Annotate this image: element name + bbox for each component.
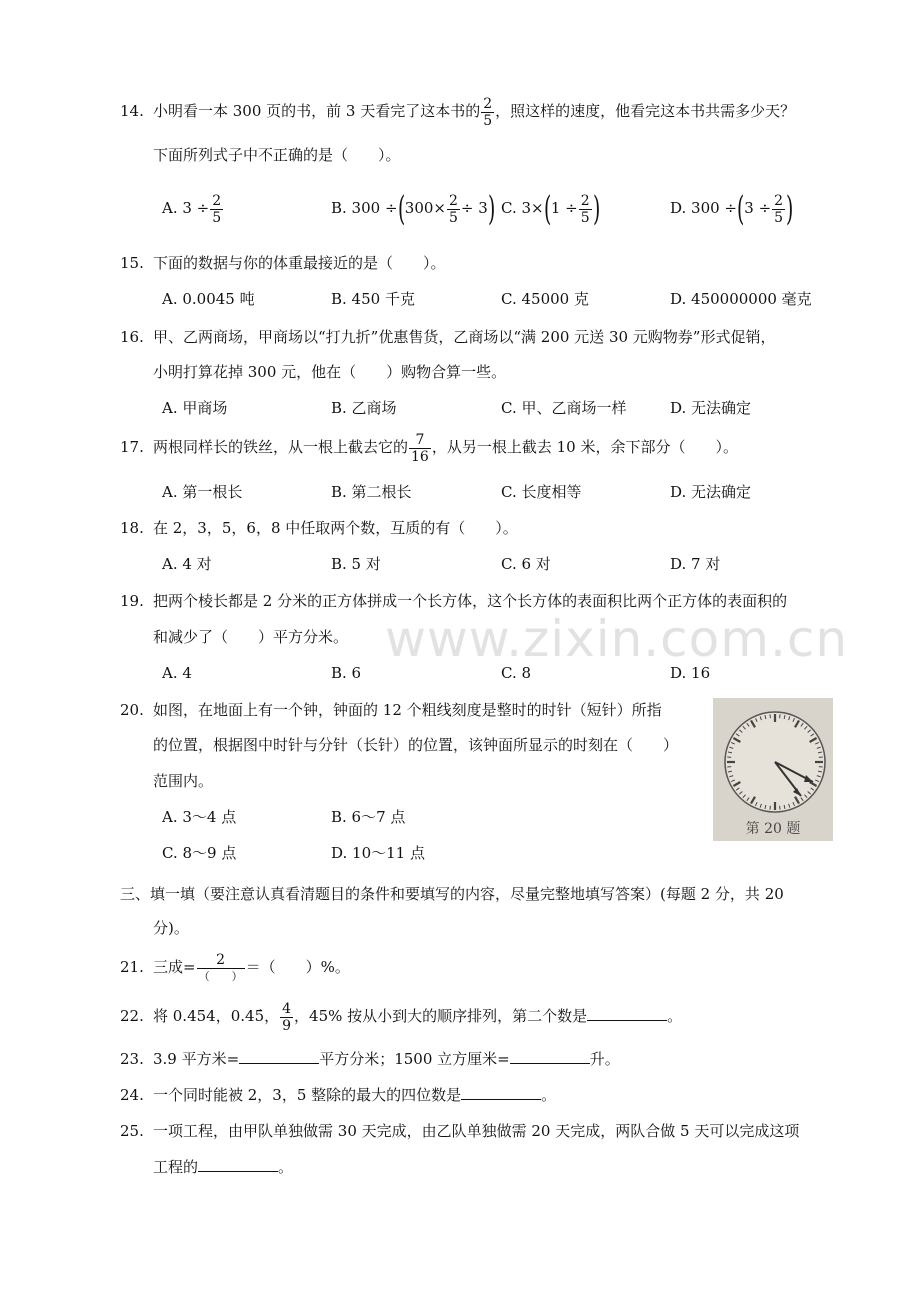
q19-option-d[interactable]: D. 16 — [670, 664, 711, 682]
q25-line1: 一项工程，由甲队单独做需 30 天完成，由乙队单独做需 20 天完成，两队合做 5 天可以完成这项 — [153, 1122, 800, 1140]
q22-line — [153, 996, 682, 1036]
q21-frac-num: 2 — [216, 951, 226, 968]
watermark: www.zixin.com.cn — [385, 610, 849, 668]
q14-option-d[interactable] — [670, 188, 793, 228]
q16-number: 16. — [120, 328, 144, 346]
figure-caption: 第 20 题 — [745, 821, 801, 837]
q14-option-b-frac — [447, 193, 460, 226]
q18-option-c[interactable]: C. 6 对 — [501, 555, 551, 573]
q24-text-b: 。 — [541, 1086, 557, 1104]
q25-text-b: 。 — [278, 1158, 294, 1176]
q20-line1: 如图，在地面上有一个钟，钟面的 12 个粗线刻度是整时的时针（短针）所指 — [153, 701, 662, 719]
q17-option-d[interactable]: D. 无法确定 — [670, 483, 752, 501]
left-paren: ( — [736, 189, 745, 229]
q16-option-c[interactable]: C. 甲、乙商场一样 — [501, 399, 627, 417]
q19-line1: 把两个棱长都是 2 分米的正方体拼成一个长方体，这个长方体的表面积比两个正方体的表面积的 — [153, 592, 788, 610]
q18-text: 在 2，3，5，6，8 中任取两个数，互质的有（ ）。 — [153, 519, 518, 537]
q14-line1 — [153, 92, 795, 130]
q20-line2: 的位置，根据图中时针与分针（长针）的位置，该钟面所显示的时刻在（ ） — [153, 736, 679, 754]
q15-option-b[interactable]: B. 450 千克 — [331, 290, 415, 308]
q14-option-b-text: B. 300 ÷ — [331, 199, 398, 217]
q18-option-a[interactable]: A. 4 对 — [162, 555, 212, 573]
q21-text-b: ＝（ ）%。 — [245, 958, 350, 976]
q22-frac-num: 4 — [282, 1000, 292, 1017]
q22-text-b: ，45% 按从小到大的顺序排列，第二个数是 — [294, 1007, 588, 1025]
q20-option-c[interactable]: C. 8～9 点 — [162, 844, 237, 862]
q14-option-c-den: 5 — [580, 209, 590, 226]
q17-text-b: ，从另一根上截去 10 米，余下部分（ ）。 — [431, 438, 738, 456]
q14-option-b[interactable] — [331, 188, 495, 228]
q19-line2: 和减少了（ ）平方分米。 — [153, 628, 349, 646]
q14-option-d-text: D. 300 ÷ — [670, 199, 737, 217]
q14-option-b-num: 2 — [449, 192, 458, 209]
q15-text: 下面的数据与你的体重最接近的是（ ）。 — [153, 254, 446, 272]
q15-number: 15. — [120, 254, 144, 272]
q20-option-b[interactable]: B. 6～7 点 — [331, 808, 406, 826]
left-paren: ( — [543, 189, 551, 229]
q22-fraction — [280, 1001, 293, 1034]
q14-option-b-inner: 300× — [404, 199, 446, 217]
q25-line2 — [153, 1157, 293, 1177]
q21-text-a: 三成= — [153, 958, 196, 976]
q14-option-b-den: 5 — [449, 209, 458, 226]
left-paren: ( — [397, 189, 405, 229]
q23-text-a: 3.9 平方米= — [153, 1050, 240, 1068]
q23-text-b: 平方分米；1500 立方厘米= — [319, 1050, 510, 1068]
section3-heading-line1: 三、填一填（要注意认真看清题目的条件和要填写的内容，尽量完整地填写答案）(每题 2 分，共 20 — [120, 885, 784, 903]
q16-option-a[interactable]: A. 甲商场 — [162, 399, 228, 417]
q20-number: 20. — [120, 701, 144, 719]
q15-option-a[interactable]: A. 0.0045 吨 — [162, 290, 255, 308]
q17-number: 17. — [120, 438, 144, 456]
q14-text-a: 小明看一本 300 页的书，前 3 天看完了这本书的 — [153, 102, 481, 120]
q17-option-b[interactable]: B. 第二根长 — [331, 483, 412, 501]
q25-number: 25. — [120, 1122, 144, 1140]
q14-frac-num: 2 — [483, 95, 493, 112]
q19-option-c[interactable]: C. 8 — [501, 664, 532, 682]
section3-heading-line2: 分)。 — [153, 919, 189, 937]
q17-frac-den: 16 — [411, 448, 429, 465]
q14-option-c-inner: 1 ÷ — [550, 199, 578, 217]
q21-number: 21. — [120, 958, 144, 976]
q17-fraction — [409, 432, 431, 465]
q16-option-d[interactable]: D. 无法确定 — [670, 399, 752, 417]
q14-option-c[interactable] — [501, 188, 600, 228]
clock-icon — [713, 698, 833, 818]
q22-frac-den: 9 — [282, 1017, 292, 1034]
q25-text-a: 工程的 — [153, 1158, 199, 1176]
clock-figure — [713, 698, 833, 841]
q14-option-c-num: 2 — [580, 192, 590, 209]
q17-line — [153, 428, 738, 466]
q23-line — [153, 1049, 620, 1069]
q14-option-d-frac — [772, 193, 785, 226]
q19-number: 19. — [120, 592, 144, 610]
q24-answer-blank[interactable] — [461, 1085, 541, 1100]
q14-option-c-text: C. 3× — [501, 199, 544, 217]
q23-text-c: 升。 — [589, 1050, 620, 1068]
q14-option-a-frac — [210, 193, 223, 226]
q23-number: 23. — [120, 1050, 144, 1068]
q22-text-end: 。 — [667, 1007, 683, 1025]
q14-option-a-num: 2 — [212, 192, 222, 209]
q24-number: 24. — [120, 1086, 144, 1104]
q14-option-a-text: A. 3 ÷ — [162, 199, 210, 217]
q15-option-c[interactable]: C. 45000 克 — [501, 290, 589, 308]
q20-line3: 范围内。 — [153, 772, 214, 790]
q17-option-a[interactable]: A. 第一根长 — [162, 483, 243, 501]
q14-frac-den: 5 — [483, 112, 493, 129]
q21-fraction — [197, 952, 245, 985]
q23-answer-blank-2[interactable] — [510, 1049, 590, 1064]
q18-number: 18. — [120, 519, 144, 537]
q14-option-b-inner2: ÷ 3 — [460, 199, 488, 217]
q22-number: 22. — [120, 1007, 144, 1025]
q22-text-a: 将 0.454，0.45̇， — [153, 1007, 280, 1025]
q25-answer-blank[interactable] — [198, 1157, 278, 1172]
q17-text-a: 两根同样长的铁丝，从一根上截去它的 — [153, 438, 409, 456]
q16-line1: 甲、乙两商场，甲商场以“打九折”优惠售货，乙商场以“满 200 元送 30 元购物券”形式促销， — [153, 328, 776, 346]
q22-answer-blank[interactable] — [587, 1006, 667, 1021]
q14-option-d-den: 5 — [774, 209, 784, 226]
q14-fraction — [481, 96, 494, 129]
q18-option-d[interactable]: D. 7 对 — [670, 555, 721, 573]
q14-option-a[interactable] — [162, 188, 224, 228]
q14-number: 14. — [120, 102, 144, 120]
q24-line — [153, 1085, 556, 1105]
q14-option-a-den: 5 — [212, 209, 222, 226]
q19-option-a[interactable]: A. 4 — [162, 664, 192, 682]
q14-text-b: ，照这样的速度，他看完这本书共需多少天？ — [495, 102, 796, 120]
right-paren: ) — [592, 189, 600, 229]
q20-option-a[interactable]: A. 3～4 点 — [162, 808, 237, 826]
right-paren: ) — [487, 189, 496, 229]
q17-frac-num: 7 — [415, 431, 425, 448]
q18-option-b[interactable]: B. 5 对 — [331, 555, 381, 573]
q14-line2: 下面所列式子中不正确的是（ ）。 — [153, 146, 401, 164]
q14-option-d-inner: 3 ÷ — [744, 199, 772, 217]
q20-option-d[interactable]: D. 10～11 点 — [331, 844, 425, 862]
q16-option-b[interactable]: B. 乙商场 — [331, 399, 397, 417]
q24-text-a: 一个同时能被 2，3，5 整除的最大的四位数是 — [153, 1086, 462, 1104]
q21-frac-den[interactable]: （ ） — [198, 969, 243, 983]
right-paren: ) — [786, 189, 794, 229]
q16-line2: 小明打算花掉 300 元，他在（ ）购物合算一些。 — [153, 363, 507, 381]
q17-option-c[interactable]: C. 长度相等 — [501, 483, 582, 501]
q21-line — [153, 947, 350, 987]
q15-option-d[interactable]: D. 450000000 毫克 — [670, 290, 812, 308]
q14-option-c-frac — [579, 193, 592, 226]
q23-answer-blank-1[interactable] — [239, 1049, 319, 1064]
q14-option-d-num: 2 — [774, 192, 784, 209]
q19-option-b[interactable]: B. 6 — [331, 664, 362, 682]
